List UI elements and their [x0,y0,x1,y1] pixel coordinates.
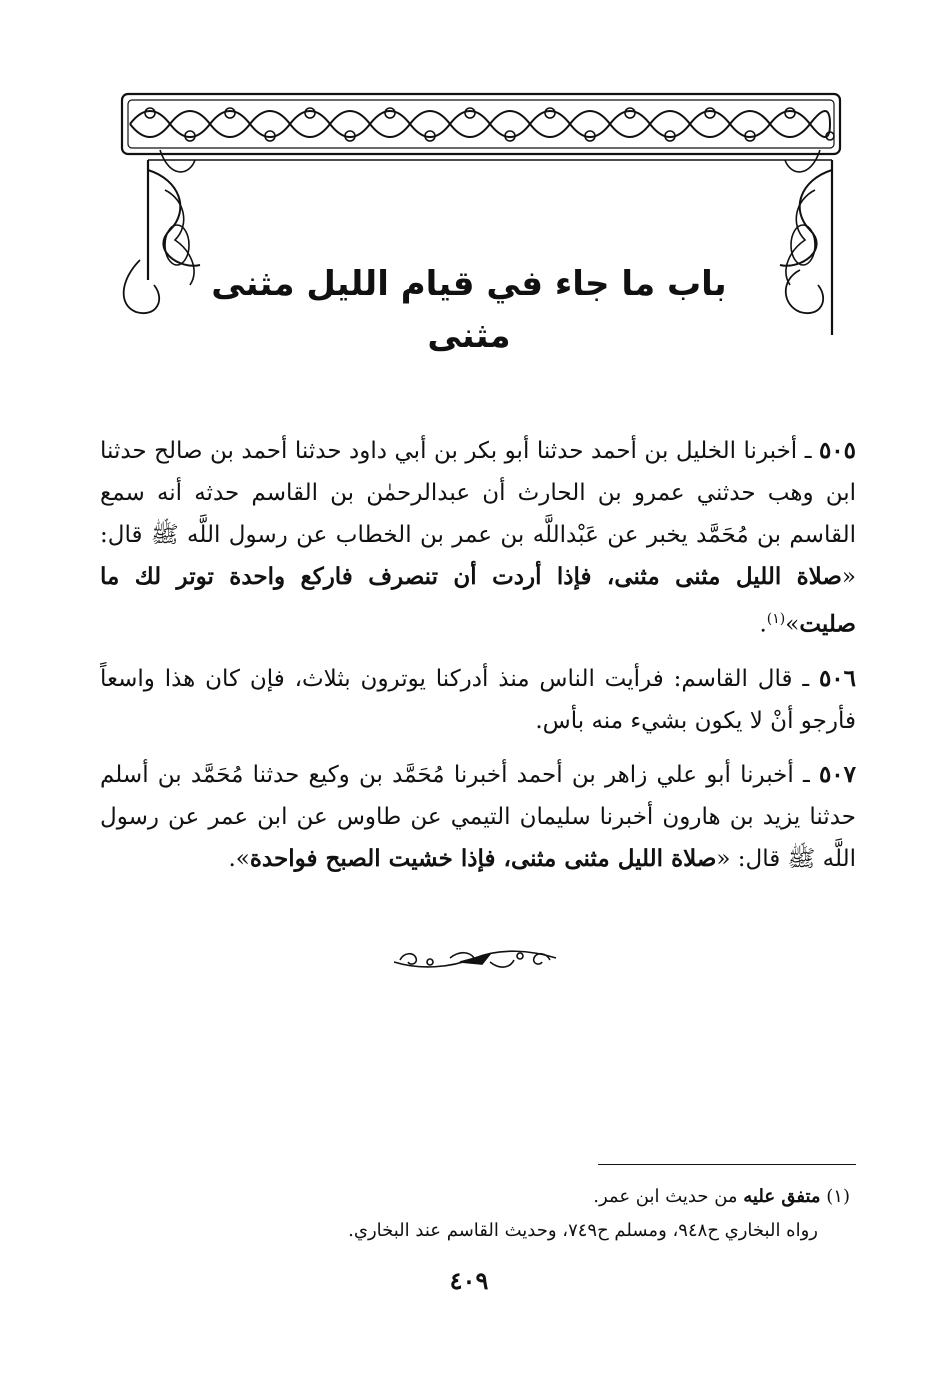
hadith-tail: . [759,611,767,638]
footnote-text: من حديث ابن عمر. [593,1186,744,1207]
hadith-506 [100,658,856,742]
hadith-text: ـ قال القاسم: فرأيت الناس منذ أدركنا يوترون بثلاث، فإن كان هذا واسعاً فأرجو أنْ لا يكون بشيء منه بأس. [100,665,856,734]
hadith-number: ٥٠٥ [818,437,856,464]
footnote-bold: متفق عليه [743,1186,821,1207]
body-text [100,430,856,892]
footnote-1-line-2: رواه البخاري ح٩٤٨، ومسلم ح٧٤٩، وحديث القاسم عند البخاري. [348,1220,818,1241]
hadith-matn: صلاة الليل مثنى مثنى، فإذا خشيت الصبح فواحدة [249,844,717,872]
hadith-text: ـ أخبرنا أبو علي زاهر بن أحمد أخبرنا مُحَمَّد بن وكيع حدثنا مُحَمَّد بن أسلم حدثنا يزيد بن هارون أخبرنا سليمان التيمي عن طاوس عن ابن عمر عن رسول اللَّه ﷺ قال: « [100,761,856,872]
footnote-divider [598,1164,856,1165]
page-number: ٤٠٩ [449,1266,489,1295]
hadith-507 [100,754,856,880]
section-divider-ornament [390,940,560,978]
footnote-1 [120,1180,850,1214]
chapter-title: باب ما جاء في قيام الليل مثنى مثنى [211,264,727,356]
footnote-marker: (١) [826,1186,850,1207]
hadith-505 [100,430,856,646]
hadith-number: ٥٠٧ [818,760,856,788]
footnotes [120,1180,850,1248]
hadith-quote-close: » [785,611,800,638]
hadith-matn: صلاة الليل مثنى مثنى، فإذا أردت أن تنصرف فاركع واحدة توتر لك ما صليت [100,563,856,638]
footnote-ref[interactable]: (١) [766,611,786,627]
hadith-quote-close: ». [228,845,250,872]
hadith-text: ـ أخبرنا الخليل بن أحمد حدثنا أبو بكر بن أبي داود حدثنا أحمد بن صالح حدثنا ابن وهب حدثني عمرو بن الحارث أن عبدالرحمٰن بن القاسم حدثه أنه سمع القاسم بن مُحَمَّد يخبر عن عَبْداللَّه بن عمر بن الخطاب عن رسول اللَّه ﷺ قال: « [100,438,856,590]
hadith-number: ٥٠٦ [818,664,856,692]
